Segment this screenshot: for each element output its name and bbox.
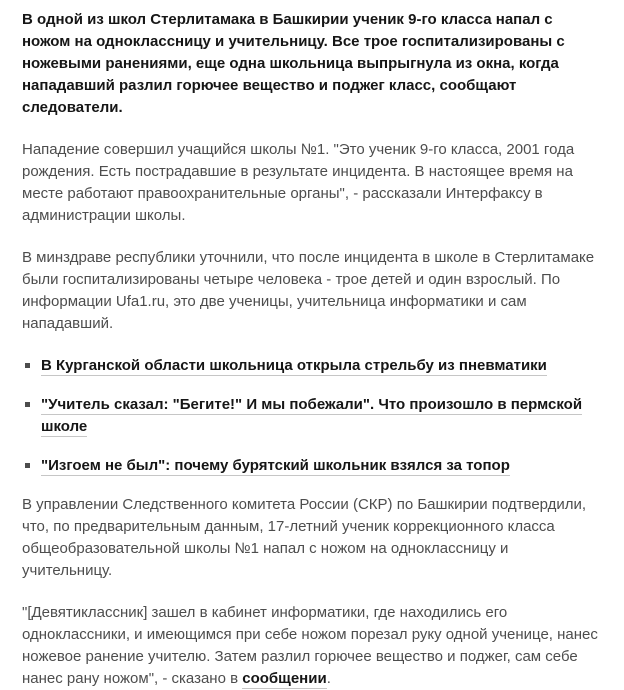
body-paragraph-4 [22,602,600,690]
body-paragraph-2: В минздраве республики уточнили, что после инцидента в школе в Стерлитамаке были госпитализированы четыре человека - трое детей и один взрослый. По информации Ufa1.ru, это две ученицы, учительница информатики и сам нападавший. [22,249,595,332]
body-paragraph-1: Нападение совершил учащийся школы №1. "Это ученик 9-го класса, 2001 года рождения. Есть пострадавшие в результате инцидента. В настоящее время на месте работают правоохранительные органы", - рассказали Интерфаксу в администрации школы. [22,141,575,224]
related-link-item [22,394,600,438]
lead-paragraph: В одной из школ Стерлитамака в Башкирии ученик 9-го класса напал с ножом на одноклассницу и учительницу. Все трое госпитализированы с ножевыми ранениями, еще одна школьница выпрыгнула из окна, когда нападавший разлил горючее вещество и поджег класс, сообщают следователи. [22,11,565,116]
bullet-square-icon [25,463,30,468]
related-link-item [22,355,600,377]
bullet-square-icon [25,363,30,368]
related-link-kurgan[interactable]: В Курганской области школьница открыла стрельбу из пневматики [41,357,547,374]
quote-text: "[Девятиклассник] зашел в кабинет информатики, где находились его одноклассники, и имеющимся при себе ножом порезал руку одной ученице, нанес ножевое ранение учителю. Затем разлил горючее вещество и поджег, сам себе нанес рану ножом", - сказано в [22,604,598,687]
related-links-list [22,355,600,477]
report-inline-link[interactable]: сообщении [242,670,327,687]
quote-text-end: . [326,670,331,687]
body-paragraph-3: В управлении Следственного комитета России (СКР) по Башкирии подтвердили, что, по предварительным данным, 17-летний ученик коррекционного класса общеобразовательной школы №1 напал с ножом на одноклассницу и учительницу. [22,496,587,579]
related-link-perm[interactable]: "Учитель сказал: "Бегите!" И мы побежали". Что произошло в пермской школе [41,396,583,435]
related-link-buryat[interactable]: "Изгоем не был": почему бурятский школьник взялся за топор [41,457,510,474]
bullet-square-icon [25,402,30,407]
related-link-item [22,455,600,477]
